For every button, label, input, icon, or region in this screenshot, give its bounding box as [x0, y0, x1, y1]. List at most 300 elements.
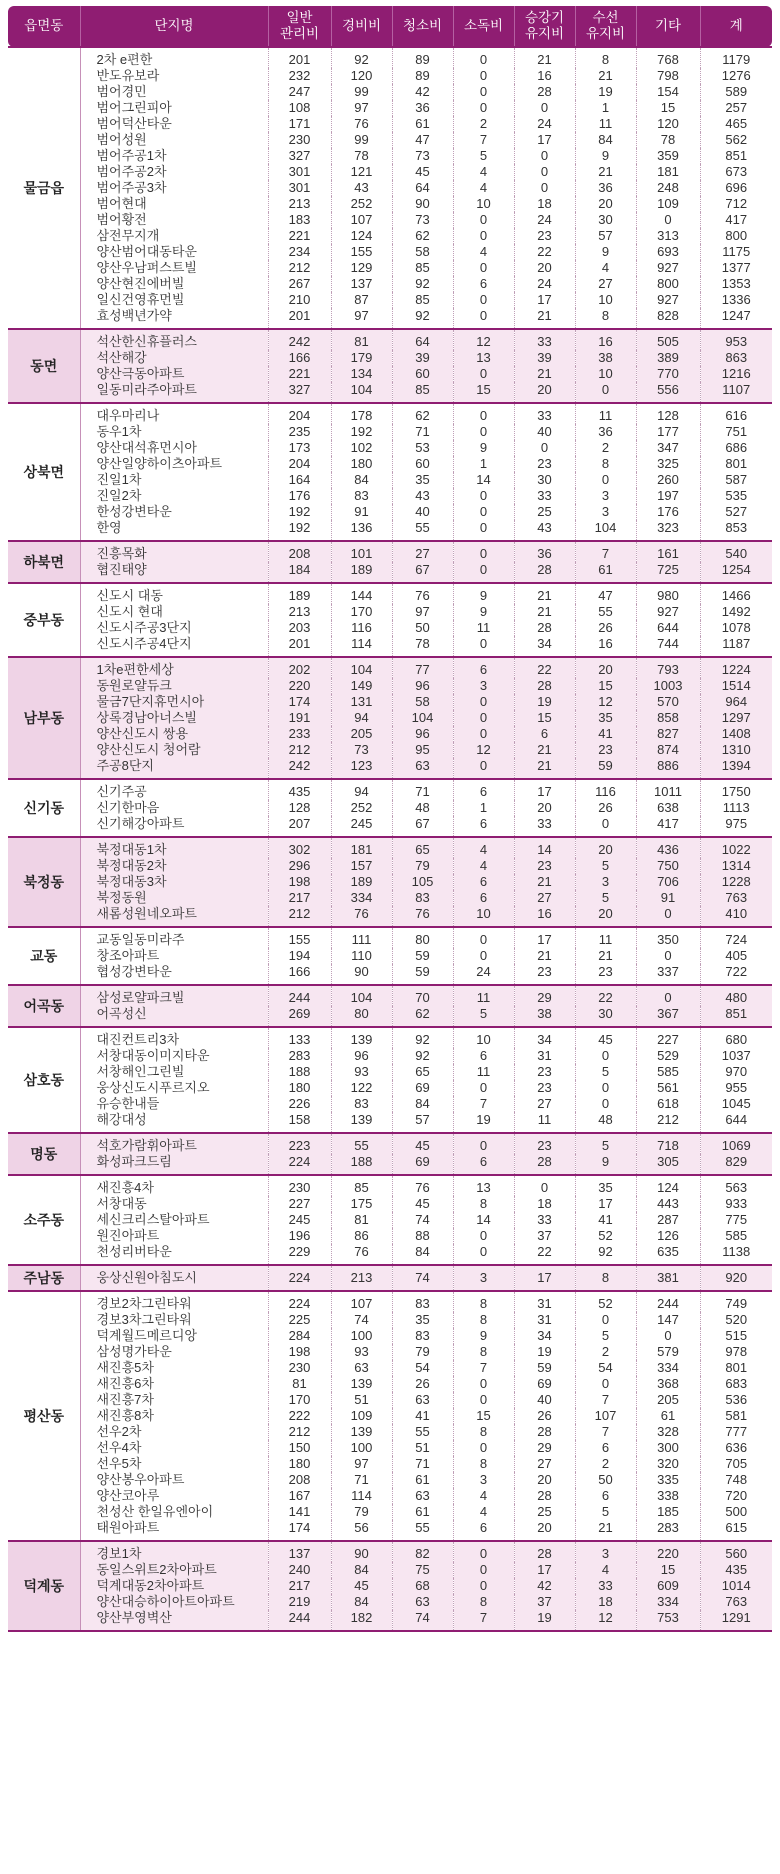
cleaning-fee: 78: [392, 636, 453, 657]
table-row: [8, 1133, 772, 1154]
total-fee: 616: [700, 403, 772, 424]
total-fee: 535: [700, 488, 772, 504]
complex-name: 상록경남아너스빌: [80, 710, 268, 726]
complex-name: 범어현대: [96, 196, 147, 211]
general-fee: 171: [268, 116, 331, 132]
disinfection-fee: 15: [453, 382, 514, 403]
table-row: [8, 1520, 772, 1541]
table-row: [8, 504, 772, 520]
general-fee: 208: [268, 1472, 331, 1488]
table-row: [8, 1488, 772, 1504]
complex-name: 천성산 한일유엔아이: [96, 1504, 214, 1519]
general-fee: 184: [268, 562, 331, 583]
repair-fee: 107: [575, 1408, 636, 1424]
security-fee: 188: [331, 1154, 392, 1175]
elevator-fee: 42: [514, 1578, 575, 1594]
elevator-fee: 21: [514, 758, 575, 779]
complex-name: 삼전무지개: [96, 228, 160, 243]
security-fee: 129: [331, 260, 392, 276]
complex-name: 북정동원: [80, 890, 268, 906]
elevator-fee: 17: [514, 779, 575, 800]
disinfection-fee: 7: [453, 132, 514, 148]
total-fee: 705: [700, 1456, 772, 1472]
repair-fee: 20: [575, 196, 636, 212]
repair-fee: 18: [575, 1594, 636, 1610]
total-fee: 920: [700, 1265, 772, 1291]
cleaning-fee: 40: [392, 504, 453, 520]
disinfection-fee: 0: [453, 1228, 514, 1244]
security-fee: 170: [331, 604, 392, 620]
header-disinfection-fee: 소독비: [453, 6, 514, 47]
security-fee: 114: [331, 636, 392, 657]
security-fee: 107: [331, 212, 392, 228]
elevator-fee: 33: [514, 1212, 575, 1228]
general-fee: 150: [268, 1440, 331, 1456]
general-fee: 189: [268, 583, 331, 604]
disinfection-fee: 4: [453, 1488, 514, 1504]
total-fee: 435: [700, 1562, 772, 1578]
cleaning-fee: 45: [392, 1196, 453, 1212]
other-fee: 124: [636, 1175, 700, 1196]
cleaning-fee: 105: [392, 874, 453, 890]
repair-fee: 7: [575, 541, 636, 562]
total-fee: 257: [700, 100, 772, 116]
cleaning-fee: 41: [392, 1408, 453, 1424]
table-row: [8, 1392, 772, 1408]
general-fee: 180: [268, 1080, 331, 1096]
security-fee: 55: [331, 1133, 392, 1154]
repair-fee: 59: [575, 758, 636, 779]
elevator-fee: 33: [514, 488, 575, 504]
table-row: [8, 906, 772, 927]
disinfection-fee: 0: [453, 562, 514, 583]
security-fee: 205: [331, 726, 392, 742]
cleaning-fee: 83: [392, 1291, 453, 1312]
header-repair-fee: 수선 유지비: [575, 6, 636, 47]
elevator-fee: 18: [514, 196, 575, 212]
disinfection-fee: 8: [453, 1312, 514, 1328]
complex-name: 협성강변타운: [96, 964, 172, 979]
disinfection-fee: 0: [453, 1133, 514, 1154]
header-security-fee: 경비비: [331, 6, 392, 47]
security-fee: 122: [331, 1080, 392, 1096]
district-group: [8, 583, 772, 657]
cleaning-fee: 75: [392, 1562, 453, 1578]
repair-fee: 26: [575, 620, 636, 636]
elevator-fee: 0: [514, 180, 575, 196]
disinfection-fee: 6: [453, 657, 514, 678]
security-fee: 99: [331, 84, 392, 100]
cleaning-fee: 26: [392, 1376, 453, 1392]
district-group: [8, 657, 772, 779]
total-fee: 1228: [700, 874, 772, 890]
general-fee: 220: [268, 678, 331, 694]
elevator-fee: 34: [514, 1328, 575, 1344]
general-fee: 224: [268, 1291, 331, 1312]
repair-fee: 2: [575, 1456, 636, 1472]
cleaning-fee: 53: [392, 440, 453, 456]
total-fee: 417: [700, 212, 772, 228]
security-fee: 93: [331, 1344, 392, 1360]
repair-fee: 92: [575, 1244, 636, 1265]
total-fee: 680: [700, 1027, 772, 1048]
cleaning-fee: 45: [392, 164, 453, 180]
district-group: [8, 1133, 772, 1175]
disinfection-fee: 6: [453, 779, 514, 800]
other-fee: 359: [636, 148, 700, 164]
general-fee: 128: [268, 800, 331, 816]
elevator-fee: 17: [514, 1562, 575, 1578]
table-row: [8, 1212, 772, 1228]
disinfection-fee: 2: [453, 116, 514, 132]
complex-name: 세신크리스탈아파트: [96, 1212, 210, 1227]
table-row: [8, 366, 772, 382]
disinfection-fee: 11: [453, 620, 514, 636]
total-fee: 480: [700, 985, 772, 1006]
disinfection-fee: 0: [453, 292, 514, 308]
disinfection-fee: 0: [453, 1562, 514, 1578]
repair-fee: 0: [575, 1048, 636, 1064]
other-fee: 798: [636, 68, 700, 84]
total-fee: 1254: [700, 562, 772, 583]
disinfection-fee: 11: [453, 985, 514, 1006]
repair-fee: 8: [575, 1265, 636, 1291]
general-fee: 244: [268, 985, 331, 1006]
total-fee: 801: [700, 456, 772, 472]
total-fee: 1175: [700, 244, 772, 260]
cleaning-fee: 60: [392, 366, 453, 382]
elevator-fee: 28: [514, 562, 575, 583]
elevator-fee: 31: [514, 1291, 575, 1312]
repair-fee: 0: [575, 382, 636, 403]
complex-name: 양산현진에버빌: [96, 276, 185, 291]
elevator-fee: 23: [514, 1064, 575, 1080]
elevator-fee: 30: [514, 472, 575, 488]
district-group: [8, 1175, 772, 1265]
repair-fee: 12: [575, 1610, 636, 1631]
elevator-fee: 25: [514, 504, 575, 520]
district-name: 상북면: [8, 403, 80, 541]
cleaning-fee: 59: [392, 964, 453, 985]
header-complex: 단지명: [80, 6, 268, 47]
total-fee: 696: [700, 180, 772, 196]
table-row: [8, 742, 772, 758]
other-fee: 1011: [636, 779, 700, 800]
cleaning-fee: 47: [392, 132, 453, 148]
general-fee: 227: [268, 1196, 331, 1212]
disinfection-fee: 6: [453, 890, 514, 906]
disinfection-fee: 9: [453, 1328, 514, 1344]
general-fee: 232: [268, 68, 331, 84]
other-fee: 15: [636, 1562, 700, 1578]
elevator-fee: 69: [514, 1376, 575, 1392]
security-fee: 83: [331, 488, 392, 504]
disinfection-fee: 9: [453, 440, 514, 456]
general-fee: 167: [268, 1488, 331, 1504]
cleaning-fee: 84: [392, 1096, 453, 1112]
repair-fee: 9: [575, 148, 636, 164]
repair-fee: 55: [575, 604, 636, 620]
general-fee: 141: [268, 1504, 331, 1520]
general-fee: 224: [268, 1265, 331, 1291]
security-fee: 99: [331, 132, 392, 148]
elevator-fee: 19: [514, 1610, 575, 1631]
security-fee: 94: [331, 779, 392, 800]
elevator-fee: 21: [514, 874, 575, 890]
other-fee: 579: [636, 1344, 700, 1360]
other-fee: 609: [636, 1578, 700, 1594]
security-fee: 245: [331, 816, 392, 837]
security-fee: 43: [331, 180, 392, 196]
cleaning-fee: 42: [392, 84, 453, 100]
total-fee: 748: [700, 1472, 772, 1488]
general-fee: 222: [268, 1408, 331, 1424]
general-fee: 191: [268, 710, 331, 726]
repair-fee: 10: [575, 292, 636, 308]
disinfection-fee: 4: [453, 858, 514, 874]
table-row: [8, 964, 772, 985]
general-fee: 180: [268, 1456, 331, 1472]
other-fee: 367: [636, 1006, 700, 1027]
other-fee: 436: [636, 837, 700, 858]
general-fee: 240: [268, 1562, 331, 1578]
repair-fee: 38: [575, 350, 636, 366]
disinfection-fee: 9: [453, 604, 514, 620]
total-fee: 585: [700, 1228, 772, 1244]
general-fee: 201: [268, 308, 331, 329]
complex-name: 진흥목화: [80, 541, 268, 562]
complex-name: 태원아파트: [96, 1520, 160, 1535]
table-row: [8, 620, 772, 636]
cleaning-fee: 71: [392, 1456, 453, 1472]
security-fee: 84: [331, 1562, 392, 1578]
cleaning-fee: 80: [392, 927, 453, 948]
cleaning-fee: 90: [392, 196, 453, 212]
other-fee: 389: [636, 350, 700, 366]
elevator-fee: 17: [514, 132, 575, 148]
cleaning-fee: 71: [392, 779, 453, 800]
total-fee: 751: [700, 424, 772, 440]
general-fee: 223: [268, 1133, 331, 1154]
general-fee: 166: [268, 350, 331, 366]
cleaning-fee: 97: [392, 604, 453, 620]
other-fee: 793: [636, 657, 700, 678]
general-fee: 133: [268, 1027, 331, 1048]
complex-name: 양산일양하이츠아파트: [96, 456, 223, 471]
elevator-fee: 39: [514, 350, 575, 366]
elevator-fee: 17: [514, 927, 575, 948]
other-fee: 334: [636, 1594, 700, 1610]
total-fee: 724: [700, 927, 772, 948]
elevator-fee: 21: [514, 948, 575, 964]
disinfection-fee: 0: [453, 1440, 514, 1456]
total-fee: 975: [700, 816, 772, 837]
repair-fee: 21: [575, 1520, 636, 1541]
total-fee: 405: [700, 948, 772, 964]
other-fee: 338: [636, 1488, 700, 1504]
disinfection-fee: 8: [453, 1594, 514, 1610]
district-name: 남부동: [8, 657, 80, 779]
disinfection-fee: 4: [453, 1504, 514, 1520]
table-row: [8, 350, 772, 366]
cleaning-fee: 64: [392, 329, 453, 350]
cleaning-fee: 55: [392, 520, 453, 541]
table-row: [8, 1064, 772, 1080]
other-fee: 305: [636, 1154, 700, 1175]
security-fee: 182: [331, 1610, 392, 1631]
security-fee: 93: [331, 1064, 392, 1080]
elevator-fee: 33: [514, 329, 575, 350]
general-fee: 435: [268, 779, 331, 800]
district-name: 덕계동: [8, 1541, 80, 1631]
table-row: [8, 196, 772, 212]
security-fee: 116: [331, 620, 392, 636]
disinfection-fee: 5: [453, 148, 514, 164]
general-fee: 301: [268, 164, 331, 180]
total-fee: 1069: [700, 1133, 772, 1154]
table-row: [8, 148, 772, 164]
total-fee: 615: [700, 1520, 772, 1541]
complex-name: 북정대동1차: [80, 837, 268, 858]
repair-fee: 19: [575, 84, 636, 100]
disinfection-fee: 0: [453, 758, 514, 779]
complex-name: 범어황전: [96, 212, 147, 227]
cleaning-fee: 71: [392, 424, 453, 440]
total-fee: 515: [700, 1328, 772, 1344]
general-fee: 198: [268, 1344, 331, 1360]
district-group: [8, 1027, 772, 1133]
total-fee: 644: [700, 1112, 772, 1133]
complex-name: 2차 e편한: [96, 52, 153, 67]
complex-name: 석산해강: [80, 350, 268, 366]
table-row: [8, 1096, 772, 1112]
security-fee: 139: [331, 1112, 392, 1133]
table-row: [8, 260, 772, 276]
total-fee: 465: [700, 116, 772, 132]
total-fee: 1113: [700, 800, 772, 816]
repair-fee: 0: [575, 816, 636, 837]
general-fee: 230: [268, 132, 331, 148]
total-fee: 1078: [700, 620, 772, 636]
disinfection-fee: 8: [453, 1196, 514, 1212]
security-fee: 144: [331, 583, 392, 604]
repair-fee: 0: [575, 1080, 636, 1096]
general-fee: 155: [268, 927, 331, 948]
other-fee: 287: [636, 1212, 700, 1228]
table-row: [8, 329, 772, 350]
total-fee: 1408: [700, 726, 772, 742]
disinfection-fee: 7: [453, 1610, 514, 1631]
elevator-fee: 28: [514, 620, 575, 636]
elevator-fee: 59: [514, 1360, 575, 1376]
complex-name: 유승한내들: [96, 1096, 160, 1111]
disinfection-fee: 3: [453, 1472, 514, 1488]
total-fee: 1224: [700, 657, 772, 678]
disinfection-fee: 10: [453, 906, 514, 927]
other-fee: 176: [636, 504, 700, 520]
table-row: [8, 1578, 772, 1594]
disinfection-fee: 6: [453, 1154, 514, 1175]
table-row: [8, 1562, 772, 1578]
disinfection-fee: 0: [453, 1392, 514, 1408]
complex-name: 신기주공: [96, 784, 147, 799]
other-fee: 770: [636, 366, 700, 382]
security-fee: 189: [331, 874, 392, 890]
general-fee: 183: [268, 212, 331, 228]
repair-fee: 16: [575, 329, 636, 350]
other-fee: 334: [636, 1360, 700, 1376]
complex-name: 신도시주공4단지: [96, 636, 192, 651]
elevator-fee: 37: [514, 1228, 575, 1244]
elevator-fee: 21: [514, 366, 575, 382]
disinfection-fee: 8: [453, 1456, 514, 1472]
repair-fee: 6: [575, 1488, 636, 1504]
total-fee: 527: [700, 504, 772, 520]
table-row: [8, 1006, 772, 1027]
header-elevator-fee: 승강기 유지비: [514, 6, 575, 47]
general-fee: 230: [268, 1175, 331, 1196]
other-fee: 335: [636, 1472, 700, 1488]
repair-fee: 41: [575, 726, 636, 742]
disinfection-fee: 0: [453, 100, 514, 116]
elevator-fee: 23: [514, 964, 575, 985]
complex-name: 1차e편한세상: [80, 657, 268, 678]
security-fee: 139: [331, 1376, 392, 1392]
repair-fee: 22: [575, 985, 636, 1006]
repair-fee: 35: [575, 1175, 636, 1196]
disinfection-fee: 0: [453, 636, 514, 657]
table-row: [8, 424, 772, 440]
table-row: [8, 100, 772, 116]
disinfection-fee: 4: [453, 244, 514, 260]
table-row: [8, 985, 772, 1006]
elevator-fee: 21: [514, 583, 575, 604]
repair-fee: 21: [575, 164, 636, 180]
disinfection-fee: 0: [453, 68, 514, 84]
repair-fee: 7: [575, 1424, 636, 1440]
cleaning-fee: 67: [392, 562, 453, 583]
other-fee: 505: [636, 329, 700, 350]
other-fee: 248: [636, 180, 700, 196]
general-fee: 203: [268, 620, 331, 636]
cleaning-fee: 36: [392, 100, 453, 116]
total-fee: 1045: [700, 1096, 772, 1112]
table-row: [8, 180, 772, 196]
header-total: 계: [700, 6, 772, 47]
cleaning-fee: 85: [392, 292, 453, 308]
security-fee: 121: [331, 164, 392, 180]
table-row: [8, 657, 772, 678]
repair-fee: 4: [575, 1562, 636, 1578]
security-fee: 90: [331, 1541, 392, 1562]
repair-fee: 5: [575, 858, 636, 874]
header-cleaning-fee: 청소비: [392, 6, 453, 47]
repair-fee: 0: [575, 1376, 636, 1392]
other-fee: 147: [636, 1312, 700, 1328]
table-row: [8, 1027, 772, 1048]
complex-name: 서창해인그린빌: [96, 1064, 185, 1079]
table-row: [8, 583, 772, 604]
complex-name: 신기해강아파트: [96, 816, 185, 831]
cleaning-fee: 48: [392, 800, 453, 816]
complex-name: 신도시 현대: [96, 604, 163, 619]
total-fee: 1138: [700, 1244, 772, 1265]
complex-name: 북정대동2차: [80, 858, 268, 874]
cleaning-fee: 69: [392, 1154, 453, 1175]
other-fee: 300: [636, 1440, 700, 1456]
total-fee: 777: [700, 1424, 772, 1440]
other-fee: 0: [636, 1328, 700, 1344]
